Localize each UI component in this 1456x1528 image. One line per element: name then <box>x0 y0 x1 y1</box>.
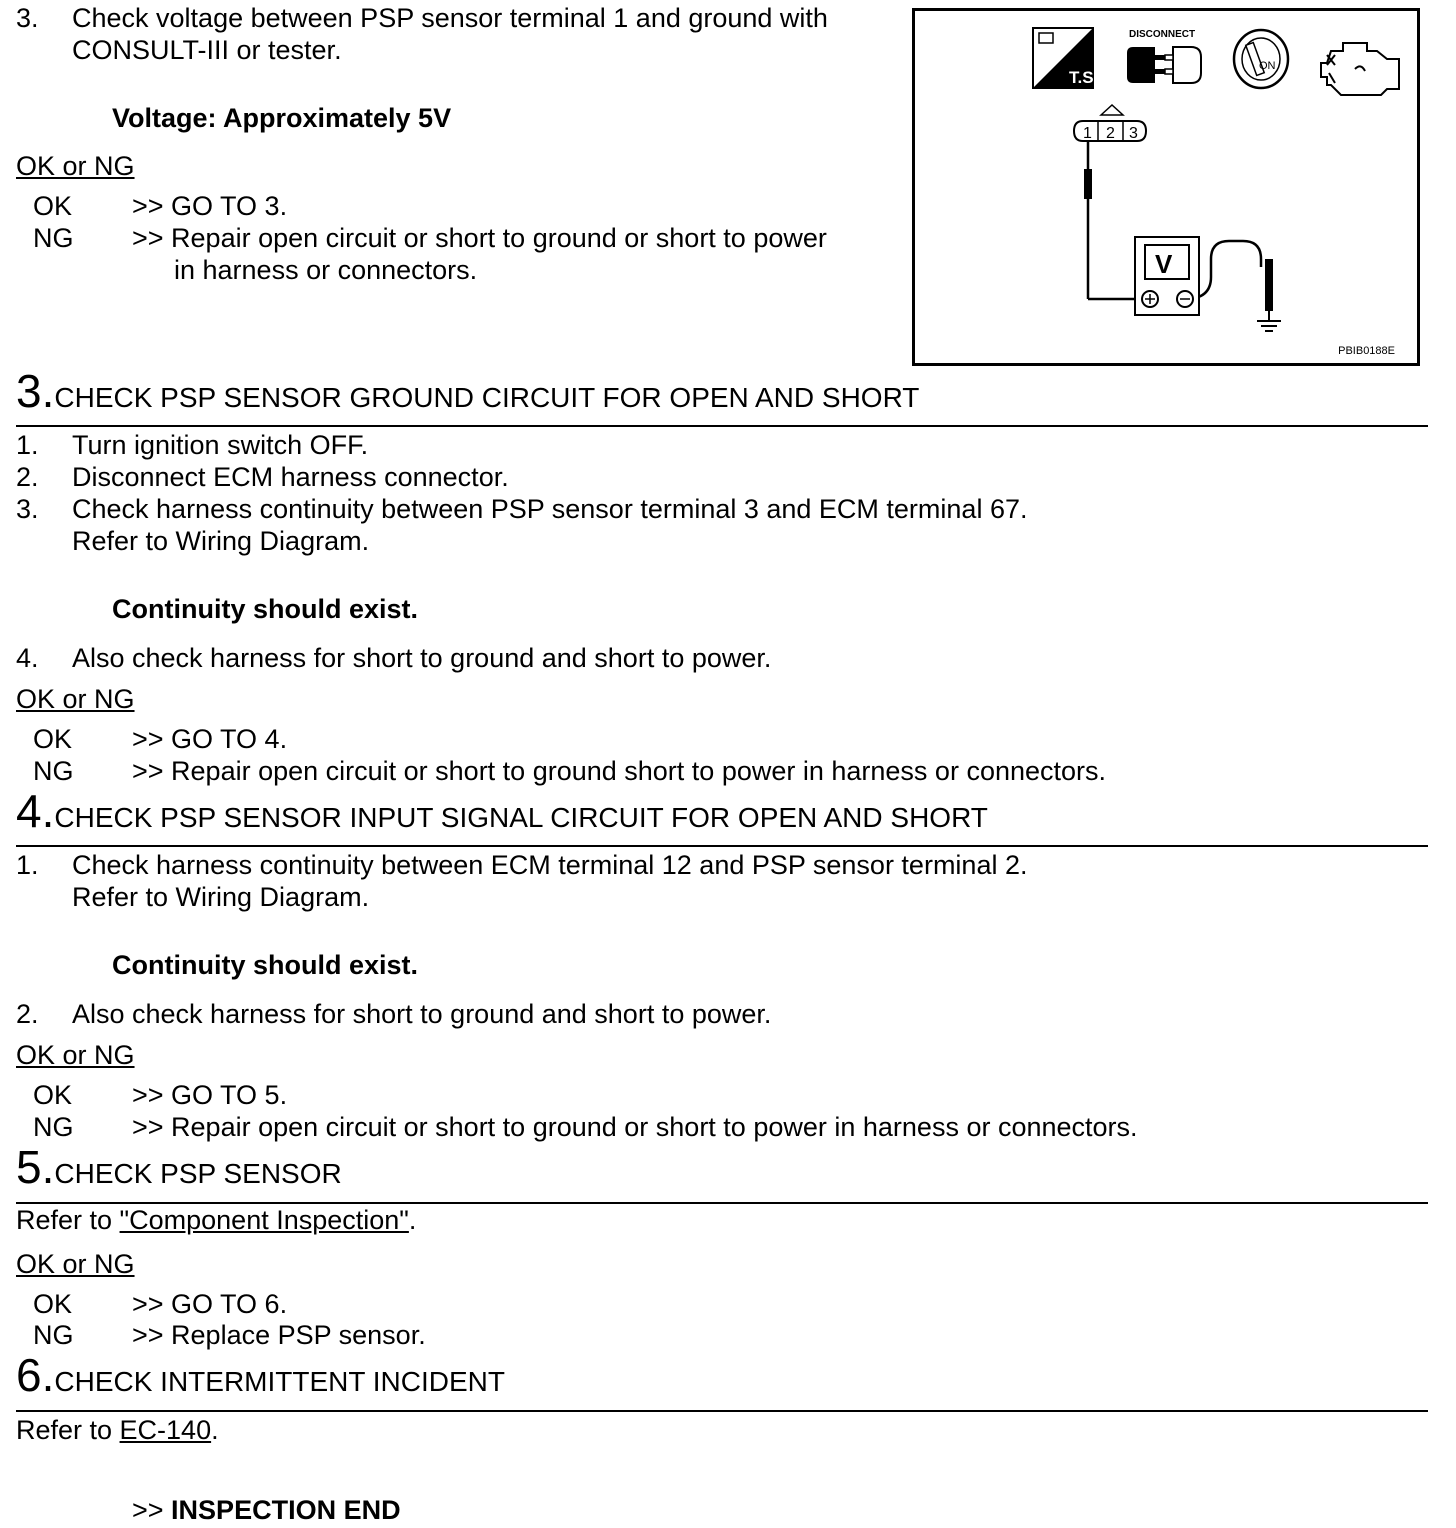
section-divider <box>16 1410 1428 1412</box>
ng-label: NG <box>33 1112 74 1142</box>
voltmeter-label: V <box>1155 249 1173 279</box>
end-text: INSPECTION END <box>171 1495 401 1525</box>
list-number: 3. <box>16 3 39 33</box>
step-number: 4. <box>16 785 55 837</box>
ignition-on-icon <box>1234 30 1288 88</box>
list-item-text: Check voltage between PSP sensor terminal 1 and ground with <box>72 3 828 33</box>
section-divider <box>16 425 1428 427</box>
ok-action: >> GO TO 6. <box>132 1289 288 1319</box>
ng-label: NG <box>33 223 74 253</box>
step-heading <box>16 1349 505 1401</box>
ok-action: >> GO TO 5. <box>132 1080 288 1110</box>
refer-text <box>16 1414 219 1446</box>
section-divider <box>16 845 1428 847</box>
refer-prefix: Refer to <box>16 1415 120 1445</box>
ok-label: OK <box>33 191 73 221</box>
ng-action: >> Repair open circuit or short to ground or short to power <box>132 223 827 253</box>
list-number: 4. <box>16 643 39 673</box>
list-number: 3. <box>16 494 39 524</box>
inspection-end <box>132 1494 401 1526</box>
step-number: 3. <box>16 365 55 417</box>
step-title: CHECK INTERMITTENT INCIDENT <box>54 1366 505 1397</box>
list-number: 2. <box>16 999 39 1029</box>
step-title: CHECK PSP SENSOR INPUT SIGNAL CIRCUIT FOR OPEN AND SHORT <box>54 802 988 833</box>
ok-ng-heading: OK or NG <box>16 1040 135 1070</box>
step-number: 6. <box>16 1349 55 1401</box>
ok-action: >> GO TO 4. <box>132 724 288 754</box>
engine-icon <box>1321 43 1399 95</box>
voltmeter <box>1135 237 1199 315</box>
list-item-text: CONSULT-III or tester. <box>72 35 342 65</box>
list-item-text: Check harness continuity between PSP sensor terminal 3 and ECM terminal 67. <box>72 494 1028 524</box>
ng-action: >> Replace PSP sensor. <box>132 1320 426 1350</box>
connector-pin-2: 2 <box>1106 125 1115 142</box>
sensor-connector <box>1074 105 1146 142</box>
step-heading <box>16 1141 342 1193</box>
ok-ng-heading: OK or NG <box>16 684 135 714</box>
list-item-text: Turn ignition switch OFF. <box>72 430 369 460</box>
list-number: 1. <box>16 850 39 880</box>
ng-label: NG <box>33 756 74 786</box>
step-title: CHECK PSP SENSOR <box>54 1158 342 1189</box>
disconnect-icon-label: DISCONNECT <box>1129 29 1196 40</box>
list-item-text: Also check harness for short to ground and short to power. <box>72 999 772 1029</box>
refer-suffix: . <box>211 1415 219 1445</box>
spec-text: Voltage: Approximately 5V <box>112 103 452 133</box>
list-number: 1. <box>16 430 39 460</box>
step-title: CHECK PSP SENSOR GROUND CIRCUIT FOR OPEN AND SHORT <box>54 382 920 413</box>
ok-label: OK <box>33 724 73 754</box>
spec-text: Continuity should exist. <box>112 594 419 624</box>
spec-text: Continuity should exist. <box>112 950 419 980</box>
ng-label: NG <box>33 1320 74 1350</box>
ec-140-link[interactable]: EC-140 <box>119 1415 212 1445</box>
component-inspection-link[interactable]: "Component Inspection" <box>119 1205 409 1235</box>
disconnect-icon <box>1127 29 1201 83</box>
refer-suffix: . <box>408 1205 417 1235</box>
ts-icon-label: T.S. <box>1069 68 1099 87</box>
step-number: 5. <box>16 1141 55 1193</box>
ignition-on-label: ON <box>1259 60 1276 72</box>
connector-pin-3: 3 <box>1129 125 1138 142</box>
step-heading <box>16 365 920 417</box>
list-item-text: Refer to Wiring Diagram. <box>72 882 370 912</box>
ng-action: >> Repair open circuit or short to ground or short to power in harness or connectors. <box>132 1112 1138 1142</box>
figure-id: PBIB0188E <box>1338 345 1395 357</box>
step-heading <box>16 785 988 837</box>
list-number: 2. <box>16 462 39 492</box>
refer-text <box>16 1204 416 1236</box>
wiring-diagram <box>915 11 1417 363</box>
voltage-check-figure <box>912 8 1420 366</box>
refer-prefix: Refer to <box>16 1205 120 1235</box>
list-item-text: Refer to Wiring Diagram. <box>72 526 370 556</box>
ok-label: OK <box>33 1080 73 1110</box>
ok-action: >> GO TO 3. <box>132 191 288 221</box>
ok-ng-heading: OK or NG <box>16 151 135 181</box>
ok-ng-heading: OK or NG <box>16 1249 135 1279</box>
ng-action: in harness or connectors. <box>174 255 478 285</box>
list-item-text: Disconnect ECM harness connector. <box>72 462 509 492</box>
end-prefix: >> <box>132 1495 172 1525</box>
list-item-text: Also check harness for short to ground and short to power. <box>72 643 772 673</box>
ts-icon <box>1033 28 1098 88</box>
ground-icon <box>1257 321 1281 331</box>
list-item-text: Check harness continuity between ECM terminal 12 and PSP sensor terminal 2. <box>72 850 1028 880</box>
ok-label: OK <box>33 1289 73 1319</box>
connector-pin-1: 1 <box>1083 125 1092 142</box>
ng-action: >> Repair open circuit or short to ground short to power in harness or connectors. <box>132 756 1107 786</box>
